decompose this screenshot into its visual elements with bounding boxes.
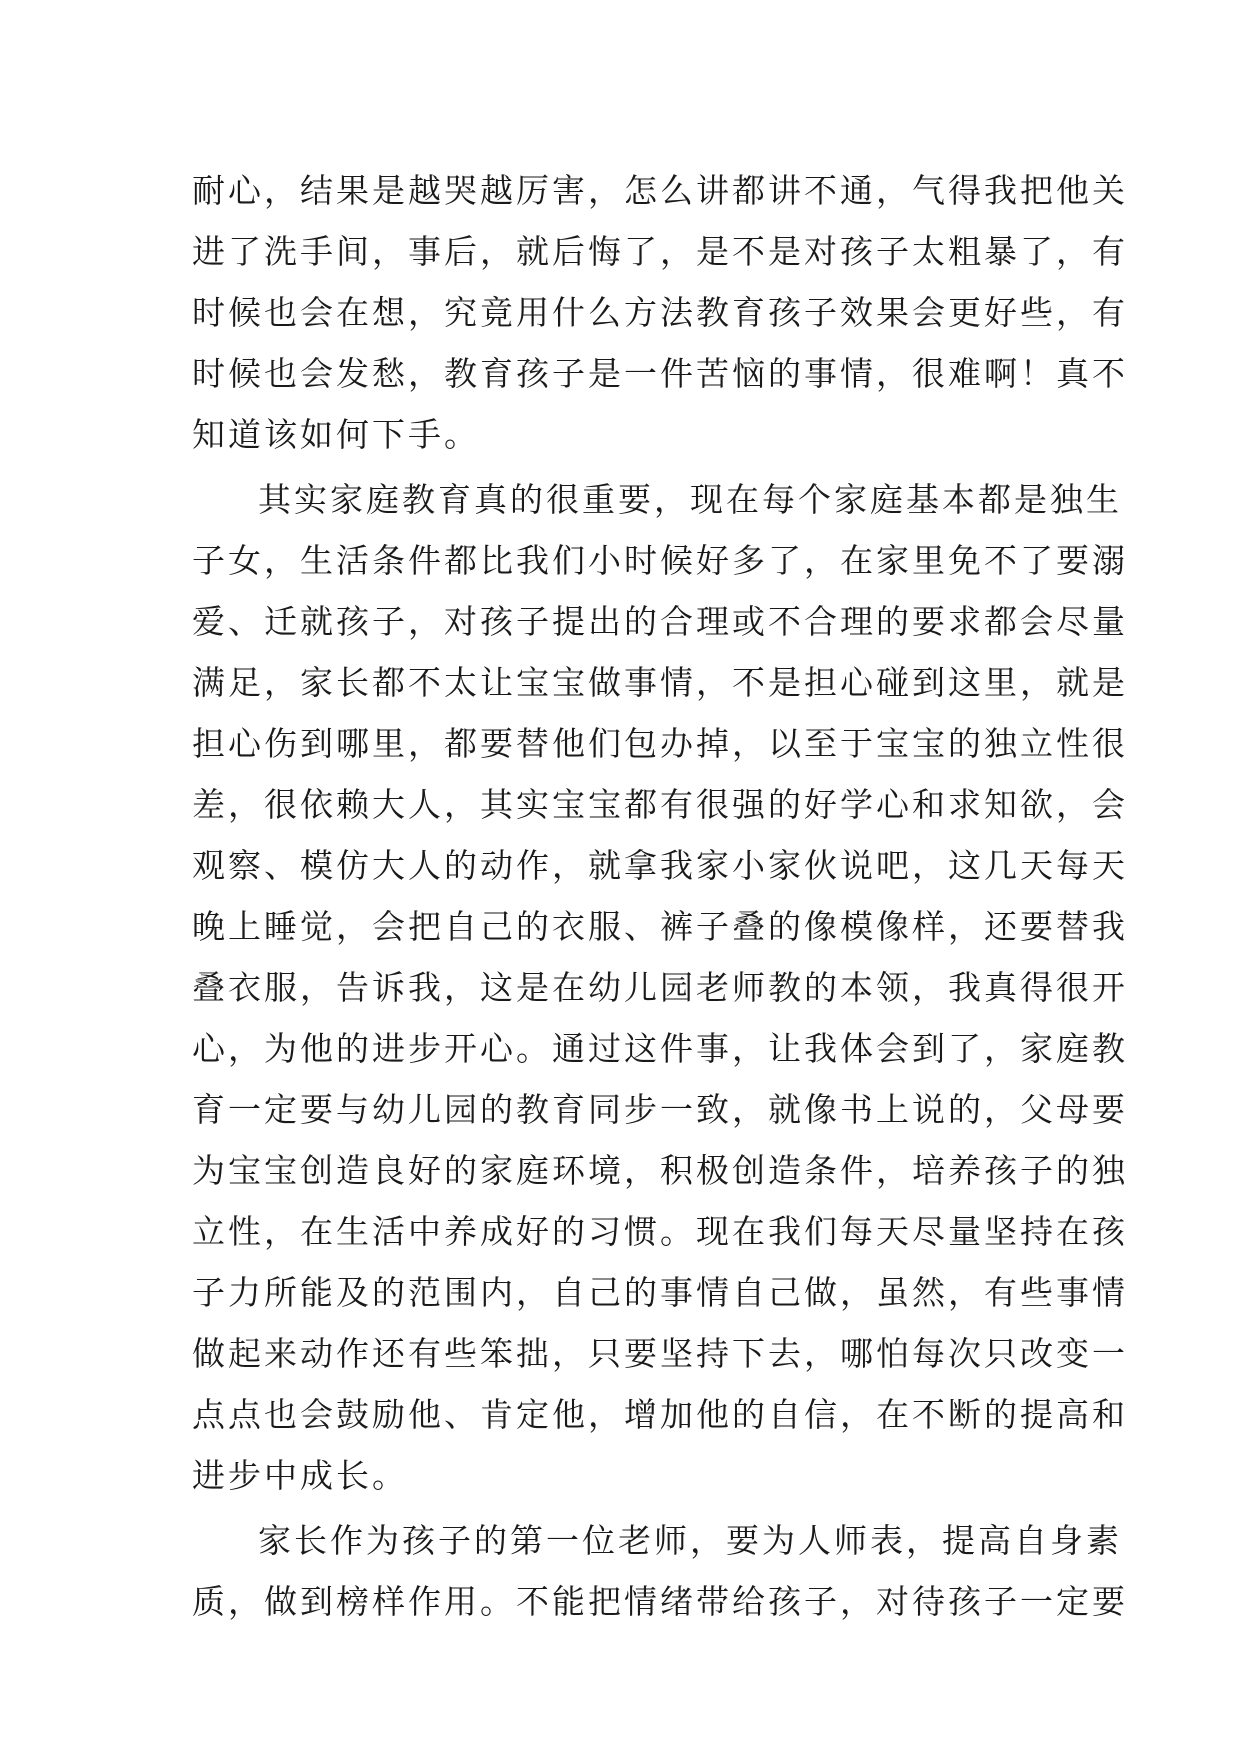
text-line: 时候也会发愁，教育孩子是一件苦恼的事情，很难啊！真不: [192, 354, 1128, 393]
text-line: 担心伤到哪里，都要替他们包办掉，以至于宝宝的独立性很: [192, 724, 1128, 763]
text-line: 子力所能及的范围内，自己的事情自己做，虽然，有些事情: [192, 1273, 1128, 1312]
text-line: 进了洗手间，事后，就后悔了，是不是对孩子太粗暴了，有: [192, 232, 1128, 271]
text-line: 做起来动作还有些笨拙，只要坚持下去，哪怕每次只改变一: [192, 1334, 1128, 1373]
text-line: 耐心，结果是越哭越厉害，怎么讲都讲不通，气得我把他关: [192, 171, 1128, 210]
paragraph-3: [192, 1510, 1128, 1632]
text-line: 进步中成长。: [192, 1456, 408, 1495]
text-line: 其实家庭教育真的很重要，现在每个家庭基本都是独生: [258, 480, 1122, 519]
text-line: 点点也会鼓励他、肯定他，增加他的自信，在不断的提高和: [192, 1395, 1128, 1434]
text-line: 晚上睡觉，会把自己的衣服、裤子叠的像模像样，还要替我: [192, 907, 1128, 946]
text-line: 子女，生活条件都比我们小时候好多了，在家里免不了要溺: [192, 541, 1128, 580]
text-line: 育一定要与幼儿园的教育同步一致，就像书上说的，父母要: [192, 1090, 1128, 1129]
text-line: 时候也会在想，究竟用什么方法教育孩子效果会更好些，有: [192, 293, 1128, 332]
paragraph-1: [192, 160, 1128, 465]
text-line: 心，为他的进步开心。通过这件事，让我体会到了，家庭教: [192, 1029, 1128, 1068]
text-line: 叠衣服，告诉我，这是在幼儿园老师教的本领，我真得很开: [192, 968, 1128, 1007]
body-text: [192, 160, 1128, 1632]
text-line: 质，做到榜样作用。不能把情绪带给孩子，对待孩子一定要: [192, 1582, 1128, 1621]
paragraph-2: [192, 469, 1128, 1506]
text-line: 为宝宝创造良好的家庭环境，积极创造条件，培养孩子的独: [192, 1151, 1128, 1190]
text-line: 差，很依赖大人，其实宝宝都有很强的好学心和求知欲，会: [192, 785, 1128, 824]
text-line: 爱、迁就孩子，对孩子提出的合理或不合理的要求都会尽量: [192, 602, 1128, 641]
text-line: 满足，家长都不太让宝宝做事情，不是担心碰到这里，就是: [192, 663, 1128, 702]
text-line: 立性，在生活中养成好的习惯。现在我们每天尽量坚持在孩: [192, 1212, 1128, 1251]
text-line: 家长作为孩子的第一位老师，要为人师表，提高自身素: [258, 1521, 1122, 1560]
text-line: 知道该如何下手。: [192, 415, 480, 454]
text-line: 观察、模仿大人的动作，就拿我家小家伙说吧，这几天每天: [192, 846, 1128, 885]
